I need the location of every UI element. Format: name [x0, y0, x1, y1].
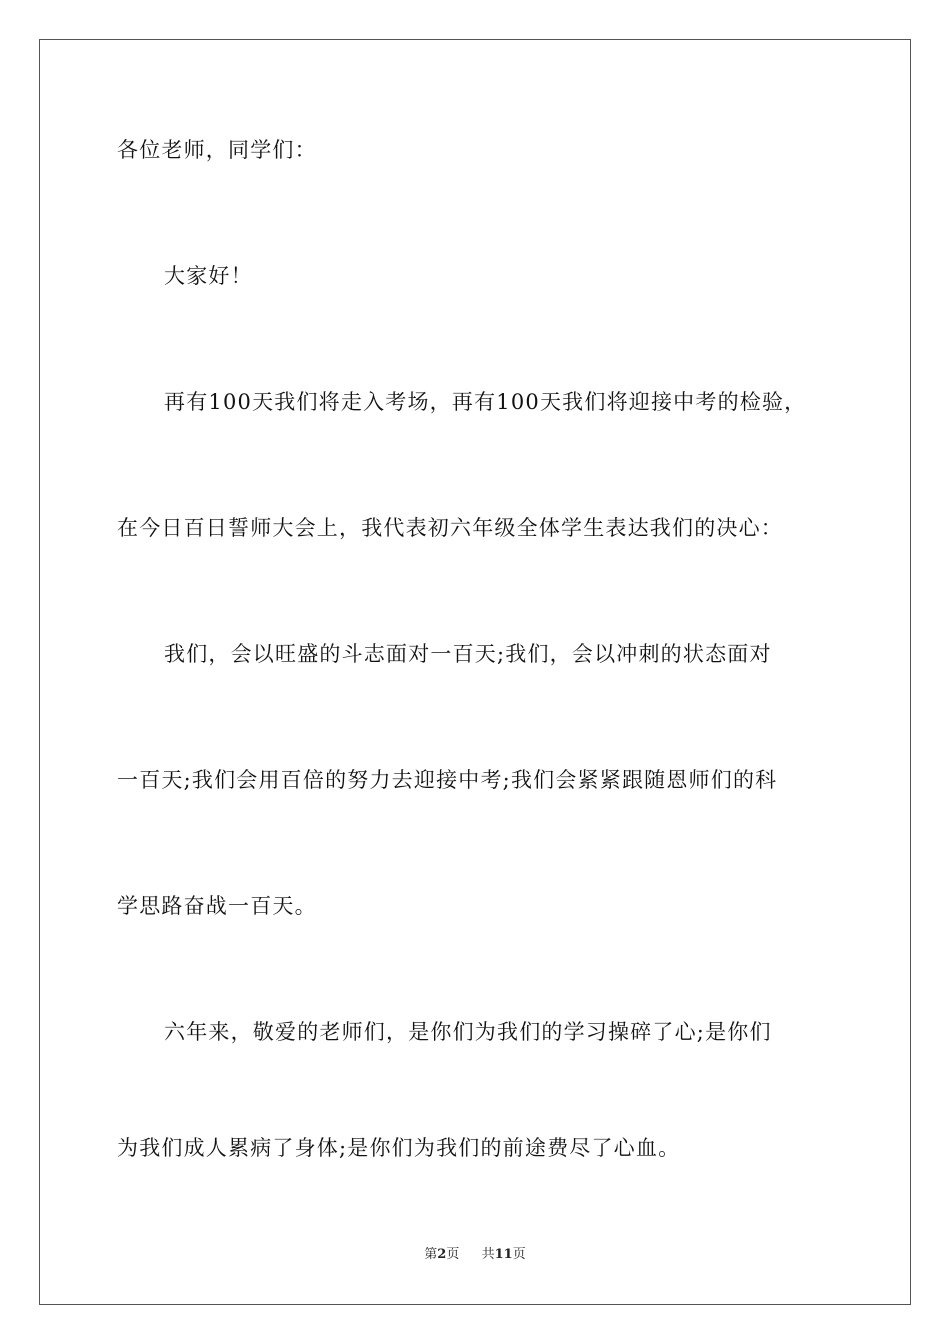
- paragraph-line: 学思路奋战一百天。: [117, 894, 317, 918]
- page-border: [39, 39, 911, 1305]
- page-footer: [0, 1245, 950, 1265]
- paragraph-line: 为我们成人累病了身体;是你们为我们的前途费尽了心血。: [117, 1136, 681, 1160]
- paragraph-line: 我们，会以旺盛的斗志面对一百天;我们，会以冲刺的状态面对: [164, 642, 772, 666]
- greeting-line: 大家好！: [164, 264, 253, 288]
- page-suffix: 页: [446, 1247, 460, 1262]
- salutation-line: 各位老师，同学们：: [117, 138, 317, 162]
- paragraph-line: 六年来，敬爱的老师们，是你们为我们的学习操碎了心;是你们: [164, 1020, 772, 1044]
- paragraph-line: 在今日百日誓师大会上，我代表初六年级全体学生表达我们的决心：: [117, 516, 783, 540]
- page-number: 2: [437, 1247, 447, 1262]
- page-prefix: 第: [424, 1247, 438, 1262]
- paragraph-line: 再有100天我们将走入考场，再有100天我们将迎接中考的检验，: [164, 390, 807, 414]
- total-pages: 11: [494, 1247, 513, 1262]
- paragraph-line: 一百天;我们会用百倍的努力去迎接中考;我们会紧紧跟随恩师们的科: [117, 768, 778, 792]
- total-prefix: 共: [481, 1247, 495, 1262]
- total-suffix: 页: [512, 1247, 526, 1262]
